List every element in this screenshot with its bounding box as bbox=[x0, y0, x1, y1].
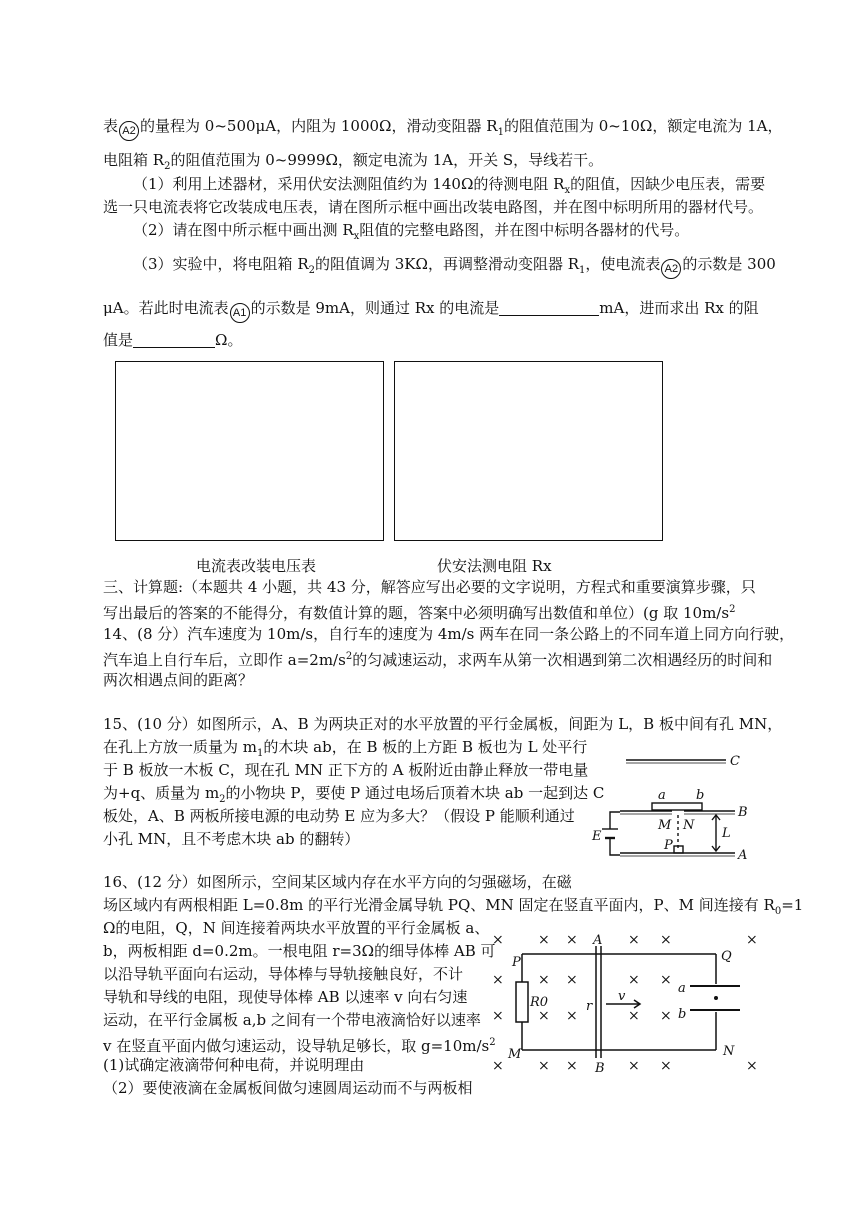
text: 的阻值，因缺少电压表，需要 bbox=[570, 175, 766, 193]
label-C: C bbox=[730, 754, 740, 769]
text: 的阻值范围为 0~10Ω，额定电流为 1A， bbox=[503, 117, 783, 135]
label-B: B bbox=[738, 805, 748, 820]
field-cross-icon: × bbox=[660, 972, 672, 988]
label-L: L bbox=[722, 826, 731, 841]
field-cross-icon: × bbox=[492, 972, 504, 988]
q13-part3-line2 bbox=[103, 298, 759, 323]
q15-line3: 于 B 板放一木板 C，现在孔 MN 正下方的 A 板附近由静止释放一带电量 bbox=[103, 761, 589, 779]
text: 阻值的完整电路图，并在图中标明各器材的代号。 bbox=[359, 221, 690, 239]
q14-line3: 两次相遇点间的距离？ bbox=[103, 671, 254, 689]
field-cross-icon: × bbox=[660, 932, 672, 948]
q13-part2 bbox=[133, 220, 689, 247]
ammeter-a2-symbol: A2 bbox=[119, 121, 139, 141]
text: 在孔上方放一质量为 m bbox=[103, 738, 257, 756]
field-cross-icon: × bbox=[492, 1058, 504, 1074]
field-cross-icon: × bbox=[492, 1008, 504, 1024]
subscript: x bbox=[564, 185, 571, 196]
text: 电阻箱 R bbox=[103, 151, 165, 169]
q14-line2 bbox=[103, 647, 772, 670]
label-a: a bbox=[678, 981, 686, 996]
text: （1）利用上述器材，采用伏安法测阻值约为 140Ω的待测电阻 R bbox=[133, 175, 565, 193]
label-N: N bbox=[723, 1044, 735, 1059]
q15-line6: 小孔 MN，且不考虑木块 ab 的翻转） bbox=[103, 830, 360, 848]
label-Q: Q bbox=[721, 949, 732, 964]
text: 的阻值调为 3KΩ，再调整滑动变阻器 R bbox=[314, 255, 580, 273]
label-b: b bbox=[696, 788, 705, 803]
caption-voltmeter-conversion: 电流表改装电压表 bbox=[196, 557, 317, 575]
label-a: a bbox=[658, 788, 666, 803]
label-A: A bbox=[593, 933, 603, 948]
field-cross-icon: × bbox=[566, 1058, 578, 1074]
text: 表 bbox=[103, 117, 119, 135]
field-cross-icon: × bbox=[628, 972, 640, 988]
answer-blank-current[interactable] bbox=[499, 301, 599, 316]
label-B: B bbox=[595, 1061, 605, 1076]
q13-part3-line3 bbox=[103, 330, 242, 350]
field-cross-icon: × bbox=[538, 932, 550, 948]
q16-line7: 运动，在平行金属板 a,b 之间有一个带电液滴恰好以速率 bbox=[103, 1011, 481, 1029]
subscript: 1 bbox=[579, 265, 586, 276]
field-cross-icon: × bbox=[538, 1058, 550, 1074]
q16-line4: b，两板相距 d=0.2m。一根电阻 r=3Ω的细导体棒 AB 可 bbox=[103, 942, 496, 960]
caption-resistance-measurement: 伏安法测电阻 Rx bbox=[437, 557, 552, 575]
q13-line1 bbox=[103, 116, 783, 143]
text: =1 bbox=[781, 896, 804, 914]
q16-line8 bbox=[103, 1033, 496, 1056]
section3-heading-line2 bbox=[103, 600, 735, 623]
field-cross-icon: × bbox=[746, 1058, 758, 1074]
text: 的示数是 300 bbox=[682, 255, 776, 273]
text: 的木块 ab，在 B 板的上方距 B 板也为 L 处平行 bbox=[263, 738, 588, 756]
label-v: v bbox=[618, 989, 626, 1004]
label-b: b bbox=[678, 1007, 687, 1022]
subscript: x bbox=[353, 231, 360, 242]
field-cross-icon: × bbox=[660, 1058, 672, 1074]
ammeter-a1-symbol: A1 bbox=[230, 303, 250, 323]
subscript: 1 bbox=[497, 127, 504, 138]
label-N: N bbox=[683, 818, 695, 833]
text: Ω。 bbox=[215, 331, 243, 349]
droplet bbox=[714, 996, 718, 1000]
text: 为+q、质量为 m bbox=[103, 784, 220, 802]
field-cross-icon: × bbox=[746, 932, 758, 948]
superscript: 2 bbox=[345, 651, 353, 662]
text: 场区域内有两根相距 L=0.8m 的平行光滑金属导轨 PQ、MN 固定在竖直平面内，P、M 间连接有 R bbox=[103, 896, 775, 914]
block-ab bbox=[652, 803, 702, 810]
q14-line1: 14、(8 分）汽车速度为 10m/s，自行车的速度为 4m/s 两车在同一条公路上的不同车道上同方向行驶， bbox=[103, 625, 795, 643]
q15-line5: 板处，A、B 两板所接电源的电动势 E 应为多大？（假设 P 能顺利通过 bbox=[103, 807, 575, 825]
superscript: 2 bbox=[729, 604, 736, 615]
text: 汽车追上自行车后，立即作 a=2m/s bbox=[103, 651, 346, 669]
ammeter-a2-symbol: A2 bbox=[661, 259, 681, 279]
text: 的量程为 0~500μA，内阻为 1000Ω，滑动变阻器 R bbox=[140, 117, 498, 135]
field-cross-icon: × bbox=[566, 972, 578, 988]
text: mA，进而求出 Rx 的阻 bbox=[599, 299, 759, 317]
subscript: 0 bbox=[774, 906, 782, 917]
field-cross-icon: × bbox=[538, 972, 550, 988]
wire-bottom bbox=[610, 838, 620, 855]
text: （3）实验中，将电阻箱 R bbox=[133, 255, 309, 273]
subscript: 2 bbox=[164, 161, 171, 172]
q16-line6: 导轨和导线的电阻，现使导体棒 AB 以速率 v 向右匀速 bbox=[103, 988, 468, 1006]
text: ，使电流表 bbox=[585, 255, 661, 273]
q15-parallel-plates-figure bbox=[590, 745, 760, 870]
subscript: 2 bbox=[308, 265, 315, 276]
q13-part3-line1 bbox=[133, 254, 776, 281]
field-cross-icon: × bbox=[566, 932, 578, 948]
label-P: P bbox=[664, 838, 673, 853]
subscript: 1 bbox=[257, 748, 264, 759]
label-E: E bbox=[592, 829, 602, 844]
wire-top bbox=[610, 812, 620, 829]
field-cross-icon: × bbox=[538, 1008, 550, 1024]
field-cross-icon: × bbox=[492, 932, 504, 948]
text: （2）请在图中所示框中画出测 R bbox=[133, 221, 354, 239]
text: v 在竖直平面内做匀速运动，设导轨足够长，取 g=10m/s bbox=[103, 1037, 490, 1055]
text: 的匀减速运动，求两车从第一次相遇到第二次相遇经历的时间和 bbox=[352, 651, 773, 669]
label-M: M bbox=[658, 818, 672, 833]
text: 的阻值范围为 0~9999Ω，额定电流为 1A，开关 S，导线若干。 bbox=[170, 151, 604, 169]
section3-heading-line1: 三、计算题:（本题共 4 小题，共 43 分，解答应写出必要的文字说明，方程式和重要演算步骤，只 bbox=[103, 578, 756, 596]
field-cross-icon: × bbox=[660, 1008, 672, 1024]
label-P: P bbox=[512, 955, 521, 970]
text: 的示数是 9mA，则通过 Rx 的电流是 bbox=[250, 299, 500, 317]
text: 的小物块 P，要使 P 通过电场后顶着木块 ab 一起到达 C bbox=[225, 784, 605, 802]
q15-line1: 15、(10 分）如图所示，A、B 为两块正对的水平放置的平行金属板，间距为 L，B 板中间有孔 MN， bbox=[103, 715, 783, 733]
drawing-box-resistance-measurement[interactable] bbox=[394, 361, 663, 541]
resistor-r0 bbox=[516, 982, 528, 1022]
text: μA。若此时电流表 bbox=[103, 299, 229, 317]
q16-line5: 以沿导轨平面向右运动，导体棒与导轨接触良好，不计 bbox=[103, 965, 464, 983]
drawing-box-voltmeter-conversion[interactable] bbox=[115, 361, 384, 541]
q13-part1-line2: 选一只电流表将它改装成电压表，请在图所示框中画出改装电路图，并在图中标明所用的器材代号。 bbox=[103, 198, 764, 216]
q16-line1: 16、(12 分）如图所示，空间某区域内存在水平方向的匀强磁场，在磁 bbox=[103, 873, 572, 891]
field-cross-icon: × bbox=[628, 1058, 640, 1074]
subscript: 2 bbox=[219, 794, 226, 805]
text: 写出最后的答案的不能得分，有数值计算的题，答案中必须明确写出数值和单位）(g 取 10m/s bbox=[103, 604, 730, 622]
field-cross-icon: × bbox=[566, 1008, 578, 1024]
q16-magnetic-field-figure bbox=[478, 930, 768, 1080]
label-R0: R0 bbox=[530, 995, 549, 1010]
q13-line2 bbox=[103, 150, 603, 177]
text: 值是 bbox=[103, 331, 134, 349]
label-r: r bbox=[586, 999, 593, 1014]
label-A: A bbox=[738, 848, 748, 863]
field-cross-icon: × bbox=[628, 1008, 640, 1024]
q16-line3: Ω的电阻，Q，N 间连接着两块水平放置的平行金属板 a、 bbox=[103, 919, 490, 937]
q16-line9: (1)试确定液滴带何种电荷，并说明理由 bbox=[103, 1056, 365, 1074]
field-cross-icon: × bbox=[628, 932, 640, 948]
q16-line10: （2）要使液滴在金属板间做匀速圆周运动而不与两板相 bbox=[103, 1079, 473, 1097]
superscript: 2 bbox=[489, 1037, 496, 1048]
answer-blank-resistance[interactable] bbox=[133, 333, 215, 348]
label-M: M bbox=[508, 1047, 522, 1062]
